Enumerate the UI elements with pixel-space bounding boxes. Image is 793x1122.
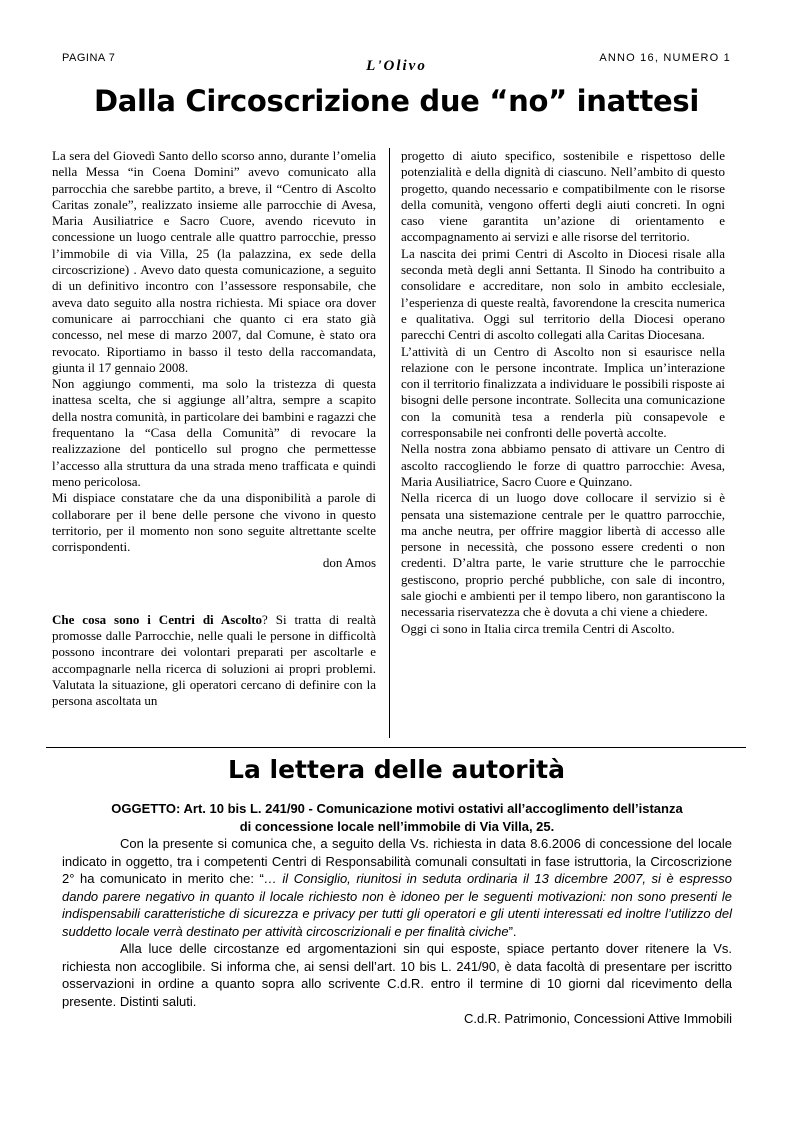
article-paragraph: Nella ricerca di un luogo dove collocare il servizio si è pensata una sistemazione centrale per le quattro parrocchie, ma anche neutra, per offrire maggior libertà di accesso alle persone in necessità, che possono essere credenti o non credenti. D’altra parte, le varie strutture che le parrocchie gestiscono, proprio perché pubbliche, con sale di incontro, sale giochi e ambienti per il tempo libero, non garantiscono la necessaria riservatezza che è dovuta a chi viene a chiedere.	[401, 490, 725, 620]
letter-signature: C.d.R. Patrimonio, Concessioni Attive Immobili	[463, 1011, 732, 1026]
section-divider	[46, 747, 746, 748]
letter-subject	[62, 800, 732, 835]
authority-letter	[62, 800, 732, 1028]
centri-paragraph	[52, 612, 376, 710]
issue-number: ANNO 16, NUMERO 1	[599, 52, 731, 64]
centri-heading: Che cosa sono i Centri di Ascolto	[52, 611, 263, 627]
author-signature: don Amos	[322, 555, 376, 571]
article-paragraph: L’attività di un Centro di Ascolto non si esaurisce nella relazione con le persone incontrate. Implica un’interazione con il territorio finalizzata a individuare le possibili risposte ai bisogni delle persone incontrate. Sollecita una comunicazione con la comunità tesa a renderla più consapevole e corresponsabile nei confronti delle povertà accolte.	[401, 343, 725, 441]
article-paragraph: progetto di aiuto specifico, sostenibile e rispettoso delle potenzialità e della dignità di ciascuno. Nell’ambito di questo progetto, quando necessario e compatibilmente con le risorse della comunità, vengono offerti degli aiuti concreti. In ogni caso viene garantita un’azione di orientamento e accompagnamento ai servizi e alle risorse del territorio.	[401, 148, 725, 245]
centri-text: ? Si tratta di realtà promosse dalle Parrocchie, nelle quali le persone in difficoltà possono incontrare dei volontari preparati per ascoltarle e accompagnarle nella ricerca di soluzioni ai propri problemi. Valutata la situazione, gli operatori cercano di definire con la persona ascoltata un	[52, 611, 377, 709]
page-number: PAGINA 7	[62, 52, 116, 64]
spacer	[52, 572, 376, 612]
column-divider	[389, 148, 390, 738]
letter-paragraph: Alla luce delle circostanze ed argomentazioni sin qui esposte, spiace pertanto dover ritenere la Vs. richiesta non accoglibile. Si informa che, ai sensi dell’art. 10 bis L. 241/90, è data facoltà di presentare per iscritto osservazioni in ordine a quanto sopra allo scrivente C.d.R. entro il termine di 10 giorni dal ricevimento della presente. Distinti saluti.	[62, 941, 732, 1009]
letter-paragraph	[62, 835, 732, 940]
letter-text: Con la presente si comunica che, a seguito della Vs. richiesta in data 8.6.2006 di concessione del locale indicato in oggetto, tra i competenti Centri di Responsabilità comunali consultati in fase istruttoria, la Circoscrizione 2° ha comunicato in merito che: “	[62, 836, 732, 886]
article-paragraph: Mi dispiace constatare che da una disponibilità a parole di collaborare per il bene delle persone che vivono in questo territorio, per il momento non sono seguite altrettante scelte corrispondenti.	[52, 490, 376, 555]
letter-text: ”.	[508, 923, 517, 939]
article-paragraph: Non aggiungo commenti, ma solo la tristezza di questa inattesa scelta, che si aggiunge all’altra, sempre a scapito della nostra comunità, in particolare dei bambini e ragazzi che frequentano la “Casa della Comunità” di revocare la realizzazione del ponticello sul progno che permettesse l’accesso alla struttura da una strada meno trafficata e quindi meno pericolosa.	[52, 376, 376, 489]
masthead-logo: L'Olivo	[366, 58, 427, 74]
letter-subject-line: di concessione locale nell’immobile di Via Villa, 25.	[239, 818, 555, 834]
letter-subject-line: OGGETTO: Art. 10 bis L. 241/90 - Comunicazione motivi ostativi all’accoglimento dell’istanza	[111, 801, 683, 816]
article-right-column	[401, 148, 725, 637]
article-paragraph: La sera del Giovedì Santo dello scorso anno, durante l’omelia nella Messa “in Coena Domini” avevo comunicato alla parrocchia che sarebbe partito, a breve, il “Centro di Ascolto Caritas zonale”, realizzato insieme alle parrocchie di Avesa, Maria Ausiliatrice e Sacro Cuore, avendo ricevuto in concessione un luogo centrale alle quattro parrocchie, presso l’immobile di via Villa, 25 (la palazzina, ex sede della circoscrizione) . Avevo dato questa comunicazione, a seguito di un definitivo incontro con l’assessore responsabile, che aveva dato seguito alla nostra richiesta. Mi spiace ora dover comunicare ai parrocchiani che quanto ci era stato già concesso, nel mese di marzo 2007, dal Comune, è stato ora revocato. Riportiamo in basso il testo della raccomandata, giunta il 17 gennaio 2008.	[52, 148, 376, 375]
article-paragraph: La nascita dei primi Centri di Ascolto in Diocesi risale alla seconda metà degli anni Settanta. Il Sinodo ha contribuito a consolidare e accreditare, non solo in ambito ecclesiale, l’esperienza di queste realtà, favorendone la crescita numerica e qualitativa. Oggi sul territorio della Diocesi operano parecchi Centri di ascolto collegati alla Caritas Diocesana.	[401, 245, 725, 343]
article-paragraph: Nella nostra zona abbiamo pensato di attivare un Centro di ascolto raccogliendo le forze di quattro parrocchie: Avesa, Maria Ausiliatrice, Sacro Cuore e Quinzano.	[401, 441, 725, 489]
article-title: Dalla Circoscrizione due “no” inattesi	[94, 84, 699, 118]
article-paragraph: Oggi ci sono in Italia circa tremila Centri di Ascolto.	[401, 620, 675, 636]
article-left-column	[52, 148, 376, 710]
letter-quote: … il Consiglio, riunitosi in seduta ordinaria il 13 dicembre 2007, si è espresso dando parere negativo in quanto il locale richiesto non è idoneo per le seguenti motivazioni: non sono presenti le indispensabili caratteristiche di sicurezza e privacy per tutti gli operatori e gli utenti interessati ed inoltre l’utilizzo del suddetto locale verrà destinato per attività circoscrizionali e per finalità civiche	[62, 871, 732, 939]
letter-title: La lettera delle autorità	[228, 755, 565, 784]
